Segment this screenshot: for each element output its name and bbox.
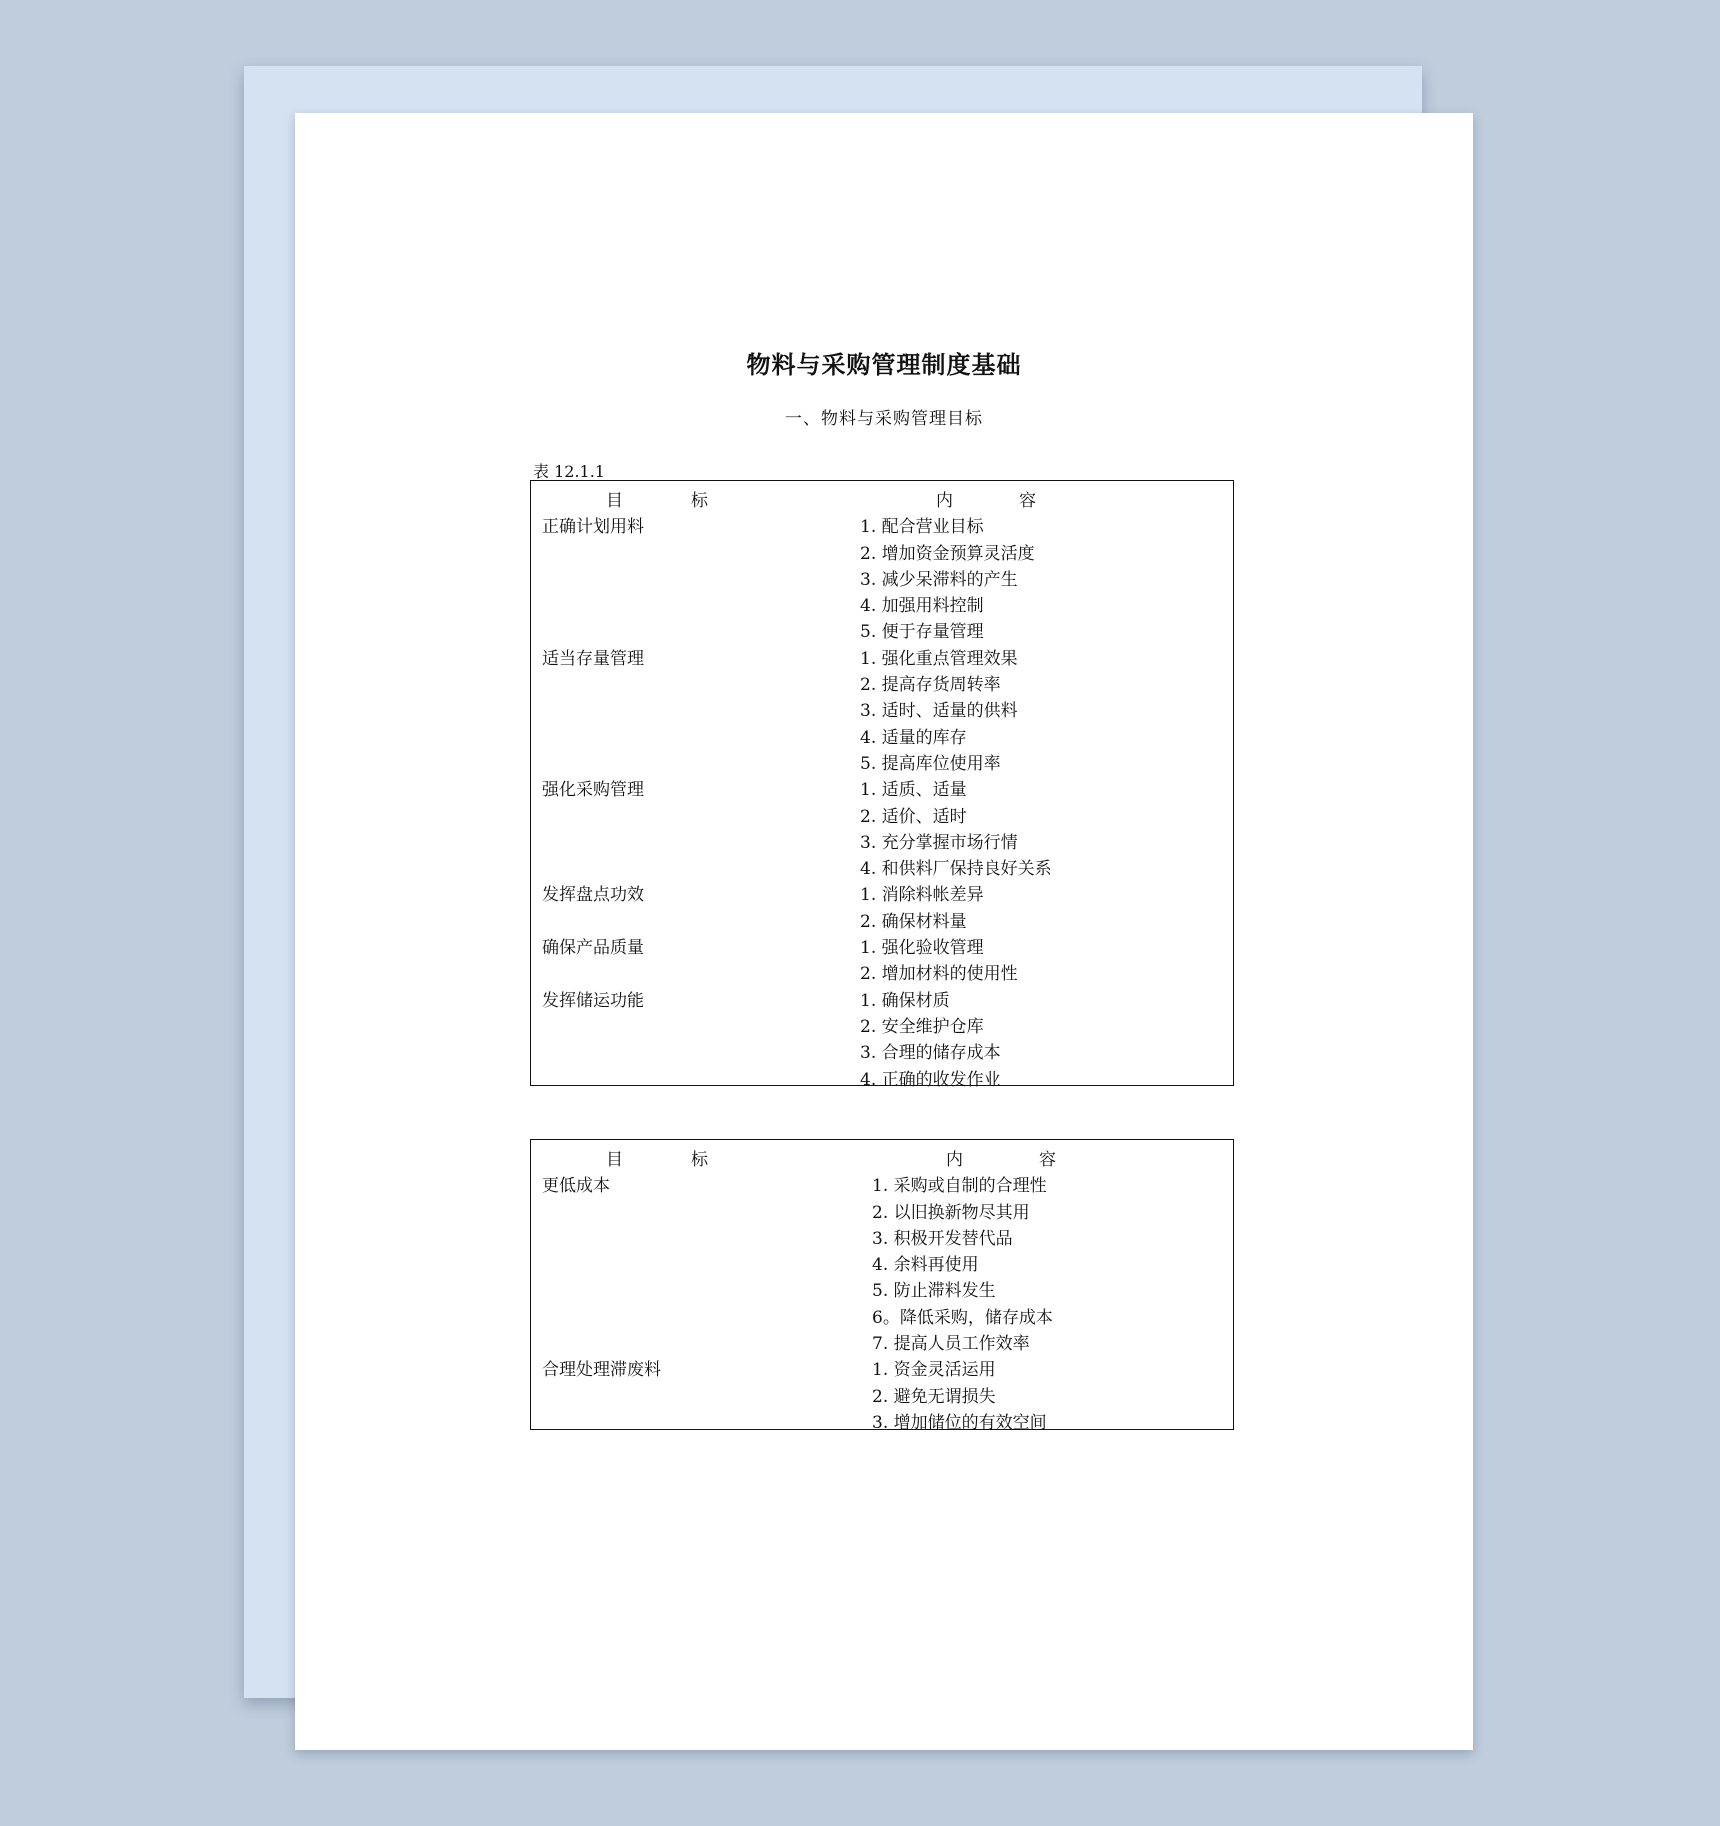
table-row <box>531 510 1233 536</box>
table-row <box>531 537 1233 563</box>
table-row <box>531 668 1233 694</box>
content-cell: 4. 正确的收发作业 <box>860 1069 1001 1090</box>
goal-cell: 更低成本 <box>542 1176 610 1197</box>
table-row <box>531 773 1233 799</box>
table-row <box>531 1327 1233 1353</box>
header-content-label: 容 <box>1019 491 1036 511</box>
content-cell: 5. 防止滞料发生 <box>872 1281 996 1302</box>
content-cell: 3. 减少呆滞料的产生 <box>860 569 1018 590</box>
table-row <box>531 984 1233 1010</box>
header-goal-label: 目 <box>606 1150 623 1170</box>
table-row <box>531 1301 1233 1327</box>
table-row <box>531 826 1233 852</box>
table-row <box>531 1222 1233 1248</box>
content-cell: 7. 提高人员工作效率 <box>872 1334 1030 1355</box>
content-cell: 6。降低采购，储存成本 <box>872 1307 1053 1328</box>
goals-table-1 <box>530 480 1234 1090</box>
table-row <box>531 1196 1233 1222</box>
table-row <box>531 852 1233 878</box>
table-header-row <box>531 1143 1233 1169</box>
content-cell: 1. 采购或自制的合理性 <box>872 1176 1047 1197</box>
table-row <box>531 694 1233 720</box>
content-cell: 3. 增加储位的有效空间 <box>872 1412 1047 1433</box>
content-cell: 2. 增加资金预算灵活度 <box>860 543 1035 564</box>
content-cell: 1. 配合营业目标 <box>860 517 984 538</box>
content-cell: 4. 余料再使用 <box>872 1255 979 1276</box>
table-row <box>531 1036 1233 1062</box>
table-row <box>531 1406 1233 1432</box>
table-row <box>531 1010 1233 1036</box>
table-row <box>531 957 1233 983</box>
content-cell: 4. 加强用料控制 <box>860 596 984 617</box>
content-cell: 3. 适时、适量的供料 <box>860 701 1018 722</box>
content-cell: 3. 积极开发替代品 <box>872 1228 1013 1249</box>
table-row <box>531 563 1233 589</box>
goal-cell: 确保产品质量 <box>542 938 644 959</box>
content-cell: 4. 适量的库存 <box>860 727 967 748</box>
table-row <box>531 1353 1233 1379</box>
goal-cell: 适当存量管理 <box>542 648 644 669</box>
table-row <box>531 615 1233 641</box>
content-cell: 1. 资金灵活运用 <box>872 1360 996 1381</box>
header-content-label: 内 <box>936 491 953 511</box>
content-cell: 1. 确保材质 <box>860 990 950 1011</box>
header-content-label: 容 <box>1039 1150 1056 1170</box>
content-cell: 3. 充分掌握市场行情 <box>860 832 1018 853</box>
table-caption: 表 12.1.1 <box>533 462 605 481</box>
content-cell: 1. 适质、适量 <box>860 780 967 801</box>
table-row <box>531 878 1233 904</box>
goal-cell: 正确计划用料 <box>542 517 644 538</box>
table-row <box>531 747 1233 773</box>
table-row <box>531 905 1233 931</box>
content-cell: 2. 增加材料的使用性 <box>860 964 1018 985</box>
table-row <box>531 721 1233 747</box>
header-goal-label: 标 <box>691 1150 708 1170</box>
section-heading: 一、物料与采购管理目标 <box>785 409 983 429</box>
goal-cell: 发挥盘点功效 <box>542 885 644 906</box>
content-cell: 1. 强化验收管理 <box>860 938 984 959</box>
content-cell: 1. 消除料帐差异 <box>860 885 984 906</box>
table-row <box>531 1274 1233 1300</box>
table-row <box>531 800 1233 826</box>
content-cell: 2. 以旧换新物尽其用 <box>872 1202 1030 1223</box>
header-content-label: 内 <box>946 1150 963 1170</box>
table-row <box>531 1248 1233 1274</box>
goals-table-2 <box>530 1139 1234 1433</box>
goal-cell: 强化采购管理 <box>542 780 644 801</box>
goal-cell: 发挥储运功能 <box>542 990 644 1011</box>
table-row <box>531 1380 1233 1406</box>
header-goal-label: 标 <box>691 491 708 511</box>
content-cell: 2. 避免无谓损失 <box>872 1386 996 1407</box>
table-row <box>531 642 1233 668</box>
document-title: 物料与采购管理制度基础 <box>746 350 1022 379</box>
content-cell: 4. 和供料厂保持良好关系 <box>860 859 1052 880</box>
header-goal-label: 目 <box>606 491 623 511</box>
table-row <box>531 931 1233 957</box>
document-page <box>295 113 1473 1750</box>
table-row <box>531 1063 1233 1089</box>
content-cell: 1. 强化重点管理效果 <box>860 648 1018 669</box>
table-row <box>531 589 1233 615</box>
content-cell: 2. 确保材料量 <box>860 911 967 932</box>
content-cell: 5. 便于存量管理 <box>860 622 984 643</box>
table-header-row <box>531 484 1233 510</box>
content-cell: 2. 安全维护仓库 <box>860 1016 984 1037</box>
table-row <box>531 1169 1233 1195</box>
goal-cell: 合理处理滞废料 <box>542 1360 661 1381</box>
content-cell: 5. 提高库位使用率 <box>860 753 1001 774</box>
content-cell: 3. 合理的储存成本 <box>860 1043 1001 1064</box>
content-cell: 2. 适价、适时 <box>860 806 967 827</box>
content-cell: 2. 提高存货周转率 <box>860 675 1001 696</box>
